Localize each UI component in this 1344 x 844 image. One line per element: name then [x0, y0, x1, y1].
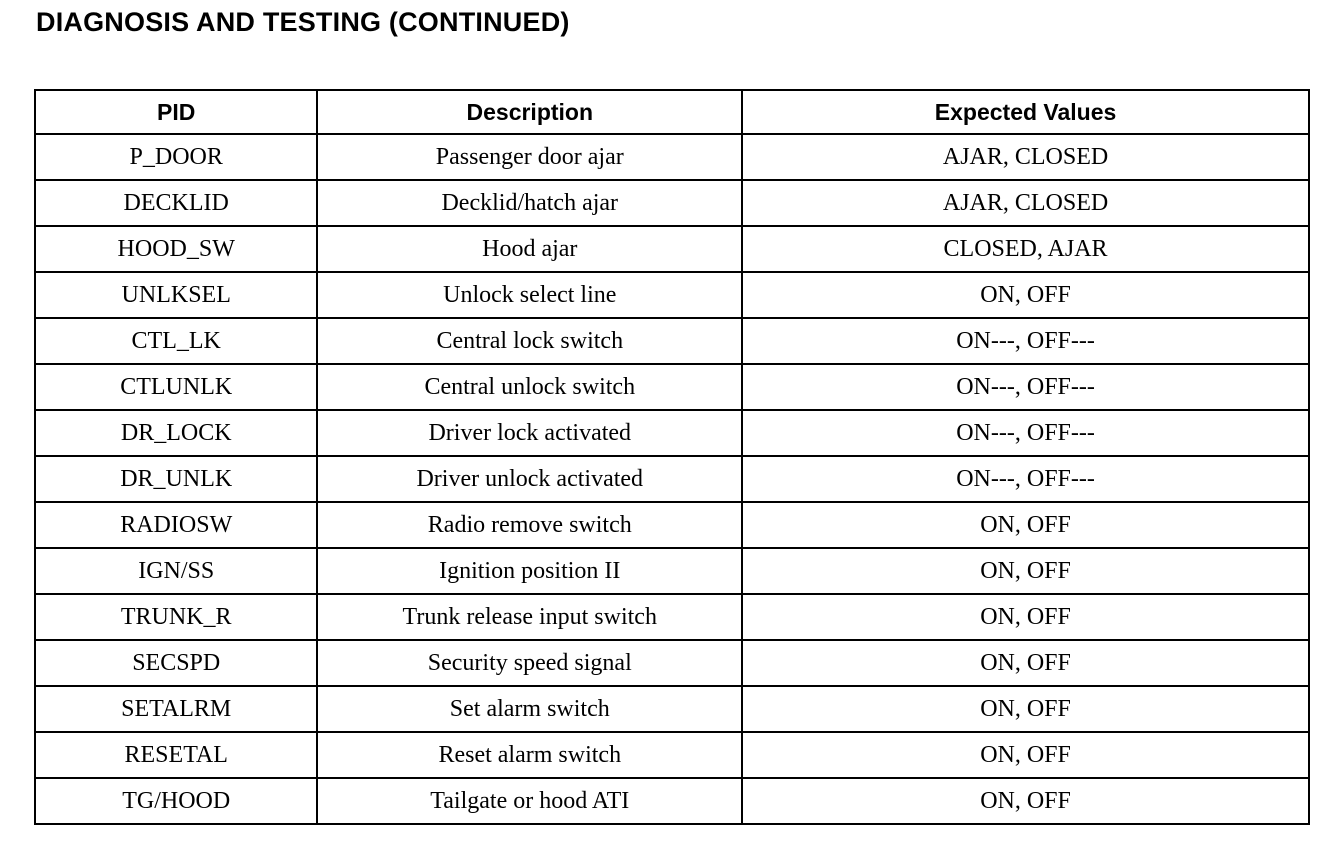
description-cell: Tailgate or hood ATI [317, 778, 742, 824]
table-row [35, 272, 1309, 318]
table-row [35, 456, 1309, 502]
pid-cell: RADIOSW [35, 502, 317, 548]
description-cell: Central unlock switch [317, 364, 742, 410]
pid-cell: IGN/SS [35, 548, 317, 594]
table-header-row [35, 90, 1309, 134]
table-row [35, 318, 1309, 364]
table-body [35, 134, 1309, 824]
expected-values-cell: ON, OFF [742, 502, 1309, 548]
expected-values-cell: ON, OFF [742, 594, 1309, 640]
expected-values-cell: ON, OFF [742, 732, 1309, 778]
column-header-description: Description [317, 90, 742, 134]
pid-cell: RESETAL [35, 732, 317, 778]
description-cell: Passenger door ajar [317, 134, 742, 180]
description-cell: Driver lock activated [317, 410, 742, 456]
table-row [35, 364, 1309, 410]
table-row [35, 502, 1309, 548]
expected-values-cell: ON---, OFF--- [742, 318, 1309, 364]
pid-table [34, 89, 1310, 825]
expected-values-cell: CLOSED, AJAR [742, 226, 1309, 272]
expected-values-cell: AJAR, CLOSED [742, 134, 1309, 180]
pid-cell: HOOD_SW [35, 226, 317, 272]
expected-values-cell: ON---, OFF--- [742, 456, 1309, 502]
pid-cell: DR_UNLK [35, 456, 317, 502]
pid-cell: TG/HOOD [35, 778, 317, 824]
expected-values-cell: ON---, OFF--- [742, 364, 1309, 410]
table-row [35, 686, 1309, 732]
description-cell: Security speed signal [317, 640, 742, 686]
pid-cell: UNLKSEL [35, 272, 317, 318]
pid-cell: DR_LOCK [35, 410, 317, 456]
table-row [35, 180, 1309, 226]
expected-values-cell: ON, OFF [742, 640, 1309, 686]
description-cell: Set alarm switch [317, 686, 742, 732]
description-cell: Unlock select line [317, 272, 742, 318]
pid-cell: CTL_LK [35, 318, 317, 364]
pid-cell: SECSPD [35, 640, 317, 686]
expected-values-cell: ON, OFF [742, 548, 1309, 594]
expected-values-cell: ON---, OFF--- [742, 410, 1309, 456]
pid-cell: P_DOOR [35, 134, 317, 180]
table-row [35, 640, 1309, 686]
table-row [35, 594, 1309, 640]
pid-cell: CTLUNLK [35, 364, 317, 410]
table-row [35, 410, 1309, 456]
pid-cell: TRUNK_R [35, 594, 317, 640]
expected-values-cell: ON, OFF [742, 778, 1309, 824]
table-row [35, 226, 1309, 272]
description-cell: Driver unlock activated [317, 456, 742, 502]
description-cell: Decklid/hatch ajar [317, 180, 742, 226]
column-header-expected-values: Expected Values [742, 90, 1309, 134]
description-cell: Trunk release input switch [317, 594, 742, 640]
description-cell: Hood ajar [317, 226, 742, 272]
pid-cell: SETALRM [35, 686, 317, 732]
page-title: DIAGNOSIS AND TESTING (CONTINUED) [36, 7, 570, 37]
description-cell: Ignition position II [317, 548, 742, 594]
table-row [35, 134, 1309, 180]
table-row [35, 732, 1309, 778]
description-cell: Radio remove switch [317, 502, 742, 548]
expected-values-cell: ON, OFF [742, 686, 1309, 732]
pid-cell: DECKLID [35, 180, 317, 226]
expected-values-cell: ON, OFF [742, 272, 1309, 318]
description-cell: Reset alarm switch [317, 732, 742, 778]
description-cell: Central lock switch [317, 318, 742, 364]
expected-values-cell: AJAR, CLOSED [742, 180, 1309, 226]
column-header-pid: PID [35, 90, 317, 134]
table-row [35, 778, 1309, 824]
table-row [35, 548, 1309, 594]
